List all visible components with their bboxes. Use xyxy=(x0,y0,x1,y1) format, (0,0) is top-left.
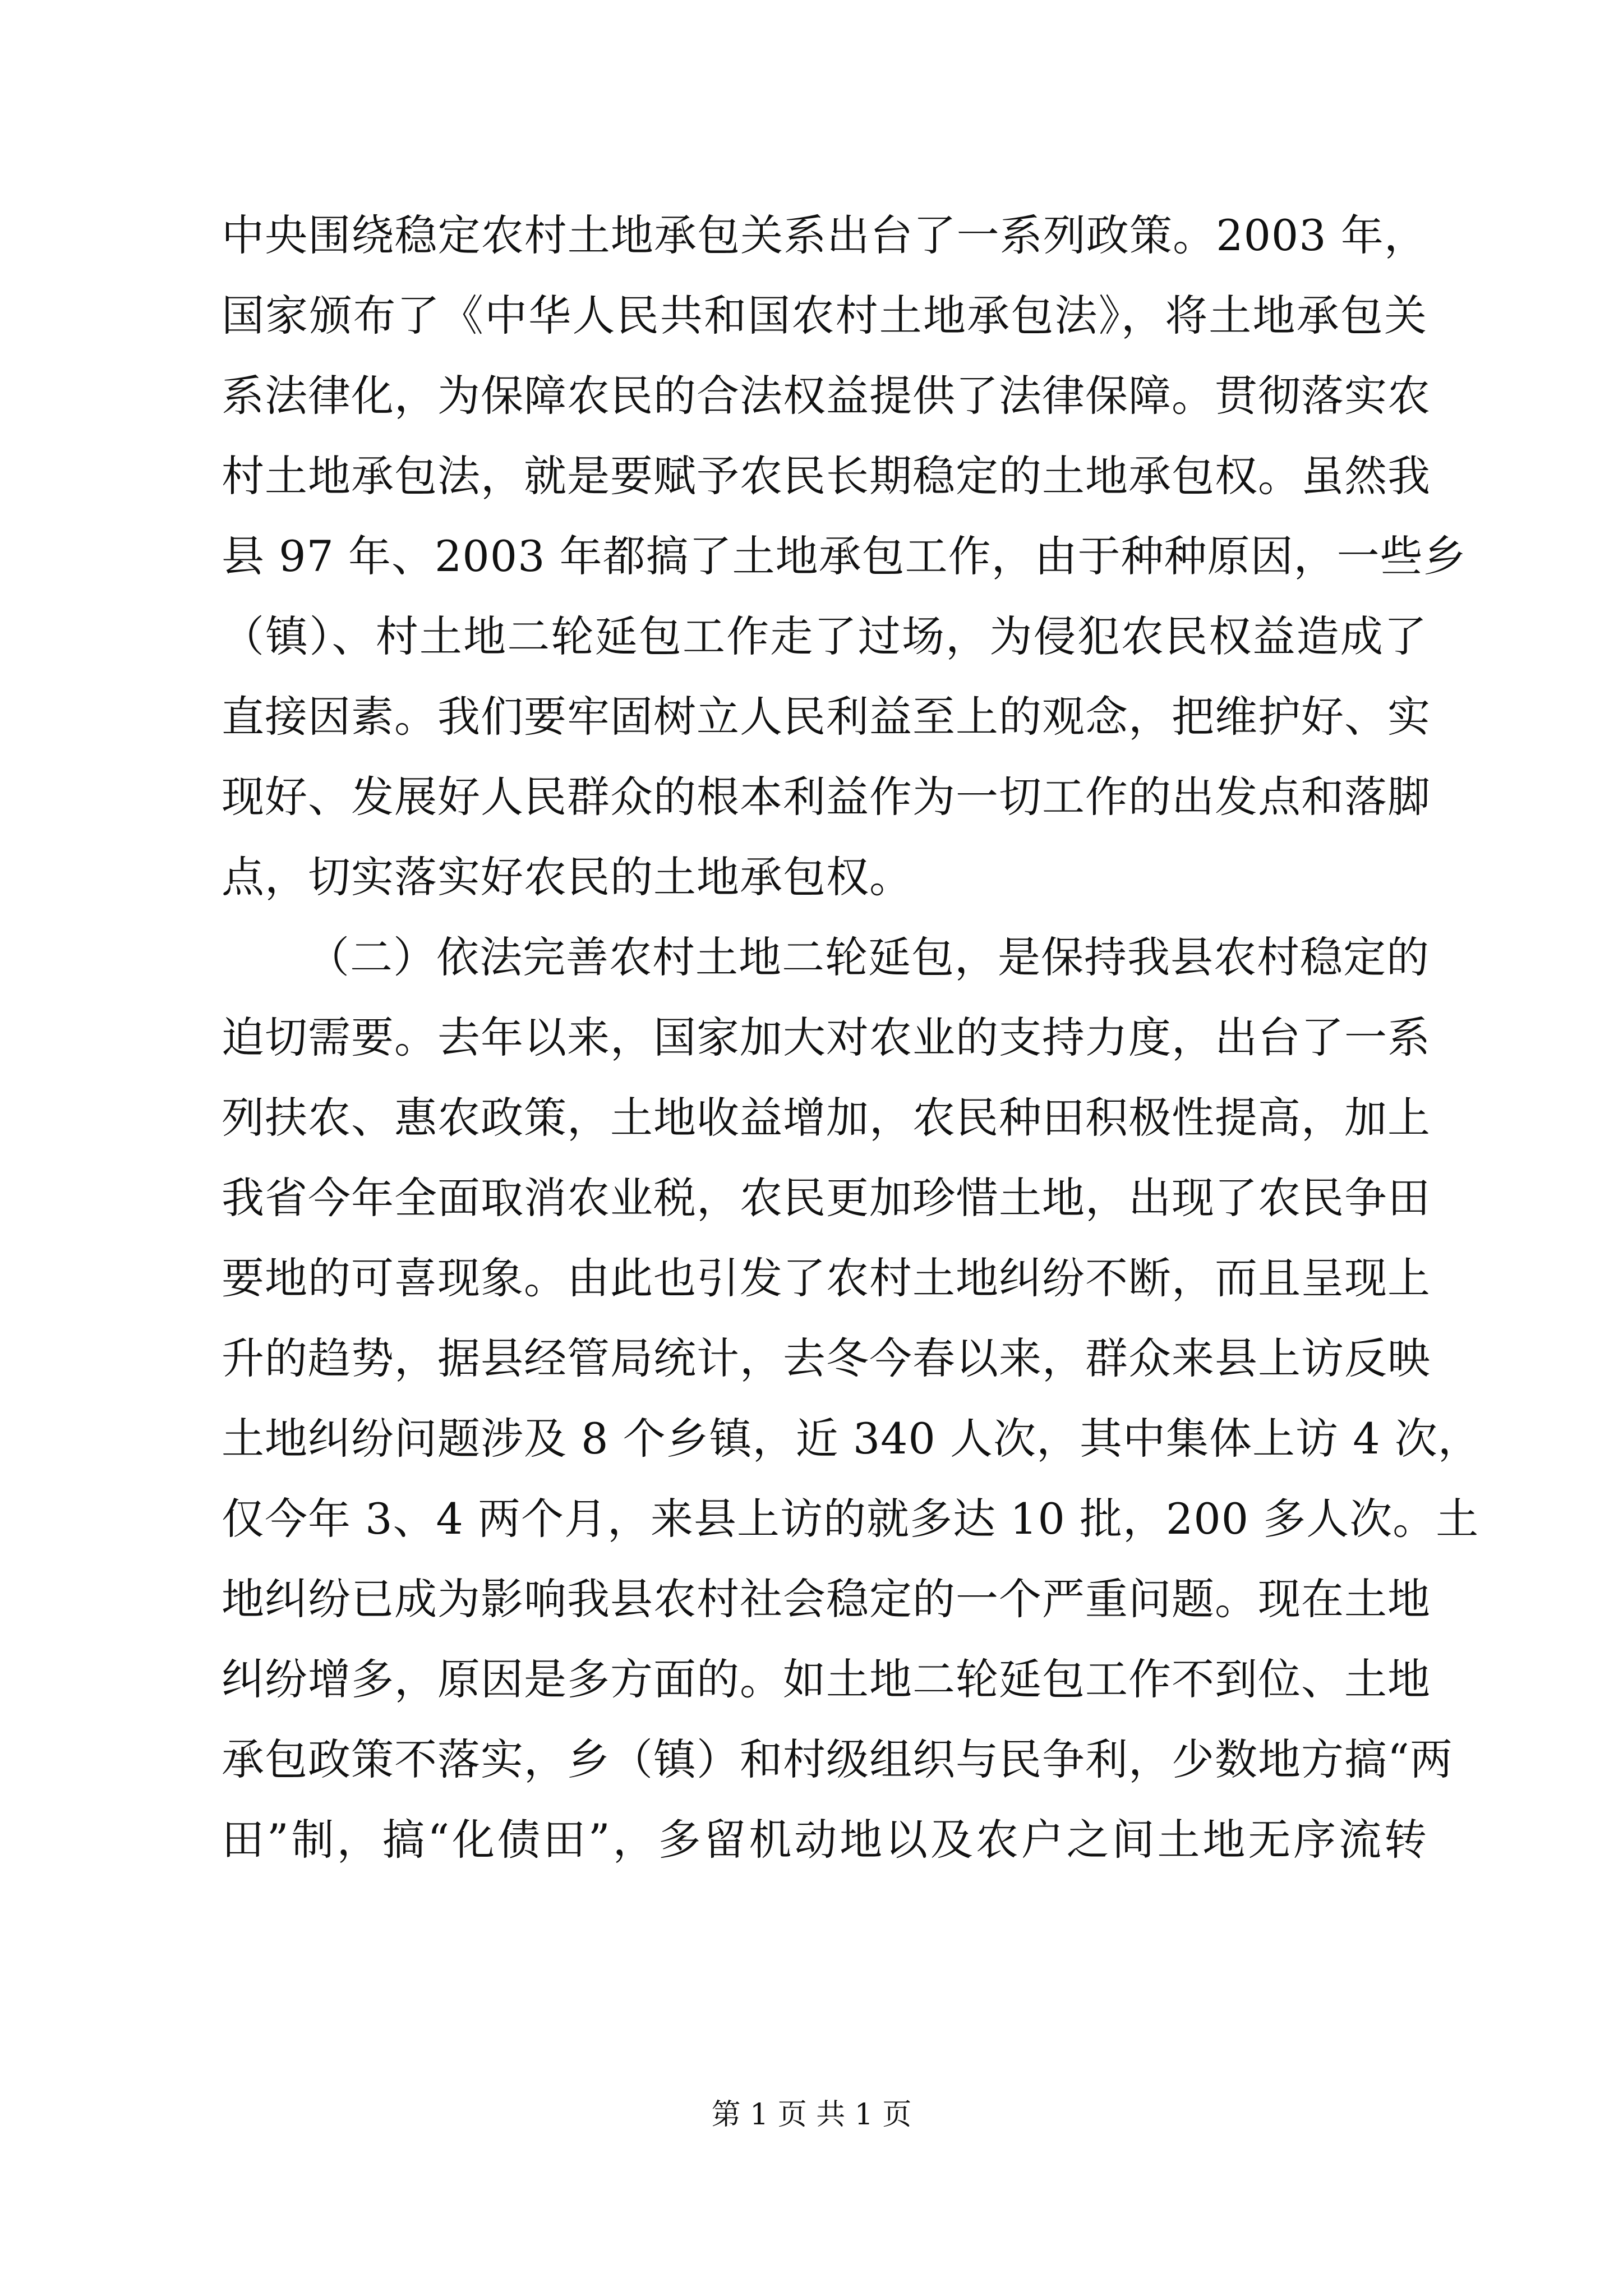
text-line: 县 97 年、2003 年都搞了土地承包工作，由于种种原因，一些乡 xyxy=(222,531,1467,581)
text-line: 列扶农、惠农政策，土地收益增加，农民种田积极性提高，加上 xyxy=(222,1093,1431,1143)
text-line: 要地的可喜现象。由此也引发了农村土地纠纷不断，而且呈现上 xyxy=(222,1253,1431,1303)
text-line: 纠纷增多，原因是多方面的。如土地二轮延包工作不到位、土地 xyxy=(222,1654,1431,1704)
text-line: 系法律化，为保障农民的合法权益提供了法律保障。贯彻落实农 xyxy=(222,371,1431,421)
text-line: 迫切需要。去年以来，国家加大对农业的支持力度，出台了一系 xyxy=(222,1013,1431,1062)
text-line: 我省今年全面取消农业税，农民更加珍惜土地，出现了农民争田 xyxy=(222,1173,1431,1223)
text-line: 现好、发展好人民群众的根本利益作为一切工作的出发点和落脚 xyxy=(222,772,1431,822)
text-line: 国家颁布了《中华人民共和国农村土地承包法》，将土地承包关 xyxy=(222,291,1427,341)
text-line: 仅今年 3、4 两个月，来县上访的就多达 10 批，200 多人次。土 xyxy=(222,1494,1479,1544)
paragraph-2 xyxy=(222,917,1481,1880)
text-line: 升的趋势，据县经管局统计，去冬今春以来，群众来县上访反映 xyxy=(222,1333,1431,1383)
text-line: 田”制，搞“化债田”，多留机动地以及农户之间土地无序流转 xyxy=(222,1815,1427,1865)
text-line: （二）依法完善农村土地二轮延包，是保持我县农村稳定的 xyxy=(307,932,1430,982)
text-line: 村土地承包法，就是要赋予农民长期稳定的土地承包权。虽然我 xyxy=(222,451,1431,501)
page-number-footer: 第 1 页 共 1 页 xyxy=(711,2098,912,2132)
text-line: 直接因素。我们要牢固树立人民利益至上的观念，把维护好、实 xyxy=(222,692,1431,742)
paragraph-1 xyxy=(222,195,1467,917)
text-line: 承包政策不落实，乡（镇）和村级组织与民争利，少数地方搞“两 xyxy=(222,1734,1453,1784)
text-line: 地纠纷已成为影响我县农村社会稳定的一个严重问题。现在土地 xyxy=(222,1574,1431,1624)
text-line: （镇）、村土地二轮延包工作走了过场，为侵犯农民权益造成了 xyxy=(222,611,1427,661)
text-line: 中央围绕稳定农村土地承包关系出台了一系列政策。2003 年， xyxy=(222,210,1427,260)
text-line: 土地纠纷问题涉及 8 个乡镇，近 340 人次，其中集体上访 4 次， xyxy=(222,1414,1481,1464)
document-body xyxy=(222,195,1481,1880)
text-line: 点，切实落实好农民的土地承包权。 xyxy=(222,852,912,902)
